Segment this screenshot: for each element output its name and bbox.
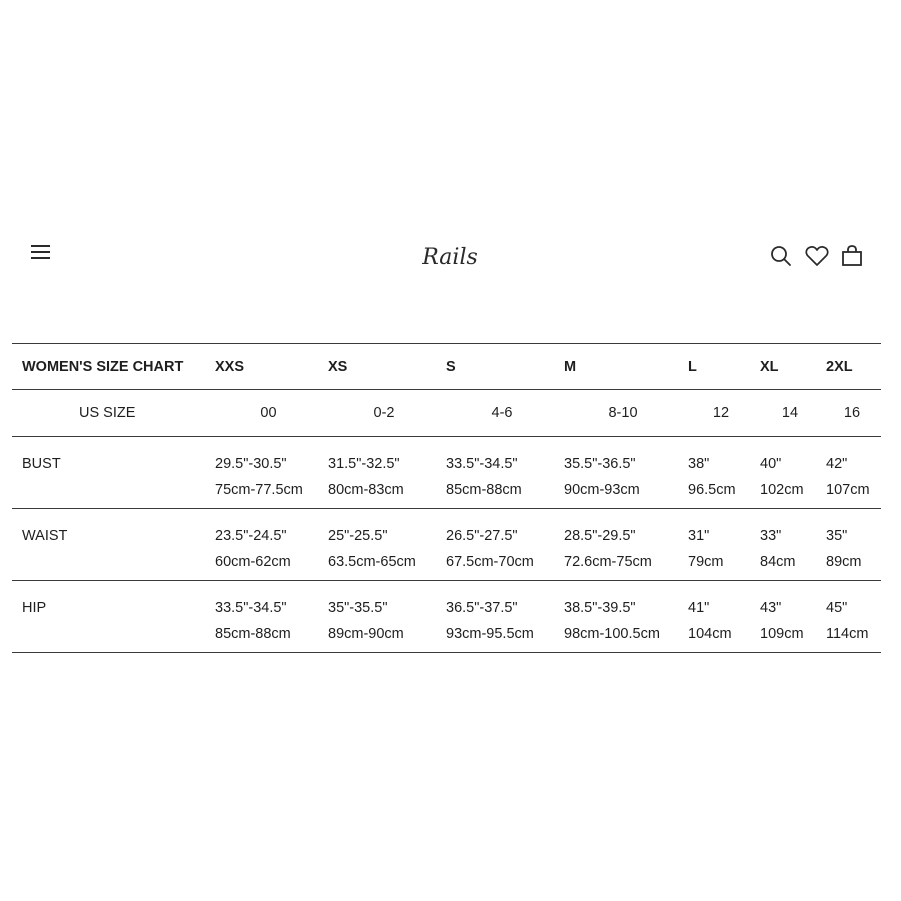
cm-value: 84cm: [760, 554, 796, 570]
heart-icon[interactable]: [803, 242, 831, 270]
table-title: WOMEN'S SIZE CHART: [22, 358, 184, 375]
cm-value: 96.5cm: [688, 482, 736, 498]
cm-value: 80cm-83cm: [328, 482, 404, 498]
cm-value: 102cm: [760, 482, 804, 498]
measure-cell: [212, 437, 325, 509]
cm-value: 85cm-88cm: [215, 626, 291, 642]
inches-value: 35"-35.5": [328, 600, 388, 616]
menu-bar: [31, 245, 50, 247]
us-size-row: [12, 390, 881, 437]
cm-value: 72.6cm-75cm: [564, 554, 652, 570]
size-header-cell: XL: [760, 358, 779, 375]
inches-value: 33.5"-34.5": [446, 456, 518, 472]
measure-cell: [561, 437, 685, 509]
inches-value: 35": [826, 528, 848, 544]
inches-value: 43": [760, 600, 782, 616]
inches-value: 31": [688, 528, 710, 544]
womens-size-chart-table: [12, 343, 881, 653]
cm-value: 89cm: [826, 554, 862, 570]
svg-text:Rails: Rails: [422, 245, 478, 270]
measure-cell: [823, 437, 881, 509]
us-size-value: 16: [843, 405, 861, 421]
bust-row: [12, 437, 881, 509]
measure-cell: [443, 509, 561, 581]
inches-value: 33": [760, 528, 782, 544]
size-header-cell: S: [446, 358, 456, 375]
cm-value: 90cm-93cm: [564, 482, 640, 498]
size-header-cell: 2XL: [826, 358, 853, 375]
inches-value: 40": [760, 456, 782, 472]
size-header-cell: M: [564, 358, 577, 375]
cm-value: 109cm: [760, 626, 804, 642]
us-size-value: 00: [260, 405, 277, 421]
row-label: WAIST: [22, 528, 68, 544]
heart-icon-glyph: [803, 242, 831, 270]
cm-value: 67.5cm-70cm: [446, 554, 534, 570]
inches-value: 26.5"-27.5": [446, 528, 518, 544]
inches-value: 28.5"-29.5": [564, 528, 636, 544]
us-size-value: 8-10: [608, 405, 638, 421]
rails-logo[interactable]: [405, 236, 495, 276]
cm-value: 79cm: [688, 554, 724, 570]
us-size-value: 12: [712, 405, 730, 421]
measure-cell: [212, 509, 325, 581]
measure-cell: [561, 581, 685, 653]
measure-cell: [325, 437, 443, 509]
inches-value: 38.5"-39.5": [564, 600, 636, 616]
search-icon[interactable]: [767, 242, 795, 270]
size-header-cell: L: [688, 358, 697, 375]
rails-logo-mark: [405, 236, 495, 276]
hip-row: [12, 581, 881, 653]
menu-bar: [31, 251, 50, 253]
inches-value: 45": [826, 600, 848, 616]
row-label: HIP: [22, 600, 47, 616]
row-label: BUST: [22, 456, 61, 472]
measure-cell: [212, 581, 325, 653]
measure-cell: [757, 581, 823, 653]
measure-cell: [757, 509, 823, 581]
inches-value: 31.5"-32.5": [328, 456, 400, 472]
inches-value: 42": [826, 456, 848, 472]
inches-value: 35.5"-36.5": [564, 456, 636, 472]
us-size-value: 14: [781, 405, 799, 421]
cm-value: 63.5cm-65cm: [328, 554, 416, 570]
inches-value: 25"-25.5": [328, 528, 388, 544]
cm-value: 93cm-95.5cm: [446, 626, 534, 642]
measure-cell: [685, 509, 757, 581]
site-header: [0, 236, 901, 276]
measure-cell: [325, 509, 443, 581]
inches-value: 41": [688, 600, 710, 616]
cm-value: 60cm-62cm: [215, 554, 291, 570]
cm-value: 89cm-90cm: [328, 626, 404, 642]
cm-value: 107cm: [826, 482, 870, 498]
measure-cell: [685, 437, 757, 509]
cm-value: 104cm: [688, 626, 732, 642]
measure-cell: [561, 509, 685, 581]
measure-cell: [443, 437, 561, 509]
shopping-bag-icon[interactable]: [838, 242, 866, 270]
measure-cell: [823, 581, 881, 653]
us-size-label: US SIZE: [79, 405, 136, 421]
inches-value: 29.5"-30.5": [215, 456, 287, 472]
cm-value: 75cm-77.5cm: [215, 482, 303, 498]
hamburger-menu-icon[interactable]: [28, 242, 54, 264]
us-size-value: 0-2: [373, 405, 395, 421]
menu-bar: [31, 257, 50, 259]
cm-value: 114cm: [826, 626, 869, 642]
size-header-row: [12, 344, 881, 390]
measure-cell: [325, 581, 443, 653]
shopping-bag-icon-glyph: [838, 242, 866, 270]
measure-cell: [443, 581, 561, 653]
inches-value: 38": [688, 456, 710, 472]
inches-value: 36.5"-37.5": [446, 600, 518, 616]
measure-cell: [823, 509, 881, 581]
inches-value: 33.5"-34.5": [215, 600, 287, 616]
measure-cell: [757, 437, 823, 509]
us-size-value: 4-6: [491, 405, 513, 421]
cm-value: 98cm-100.5cm: [564, 626, 660, 642]
size-header-cell: XS: [328, 358, 348, 375]
size-header-cell: XXS: [215, 358, 245, 375]
search-icon-glyph: [767, 242, 795, 270]
waist-row: [12, 509, 881, 581]
cm-value: 85cm-88cm: [446, 482, 522, 498]
inches-value: 23.5"-24.5": [215, 528, 287, 544]
measure-cell: [685, 581, 757, 653]
